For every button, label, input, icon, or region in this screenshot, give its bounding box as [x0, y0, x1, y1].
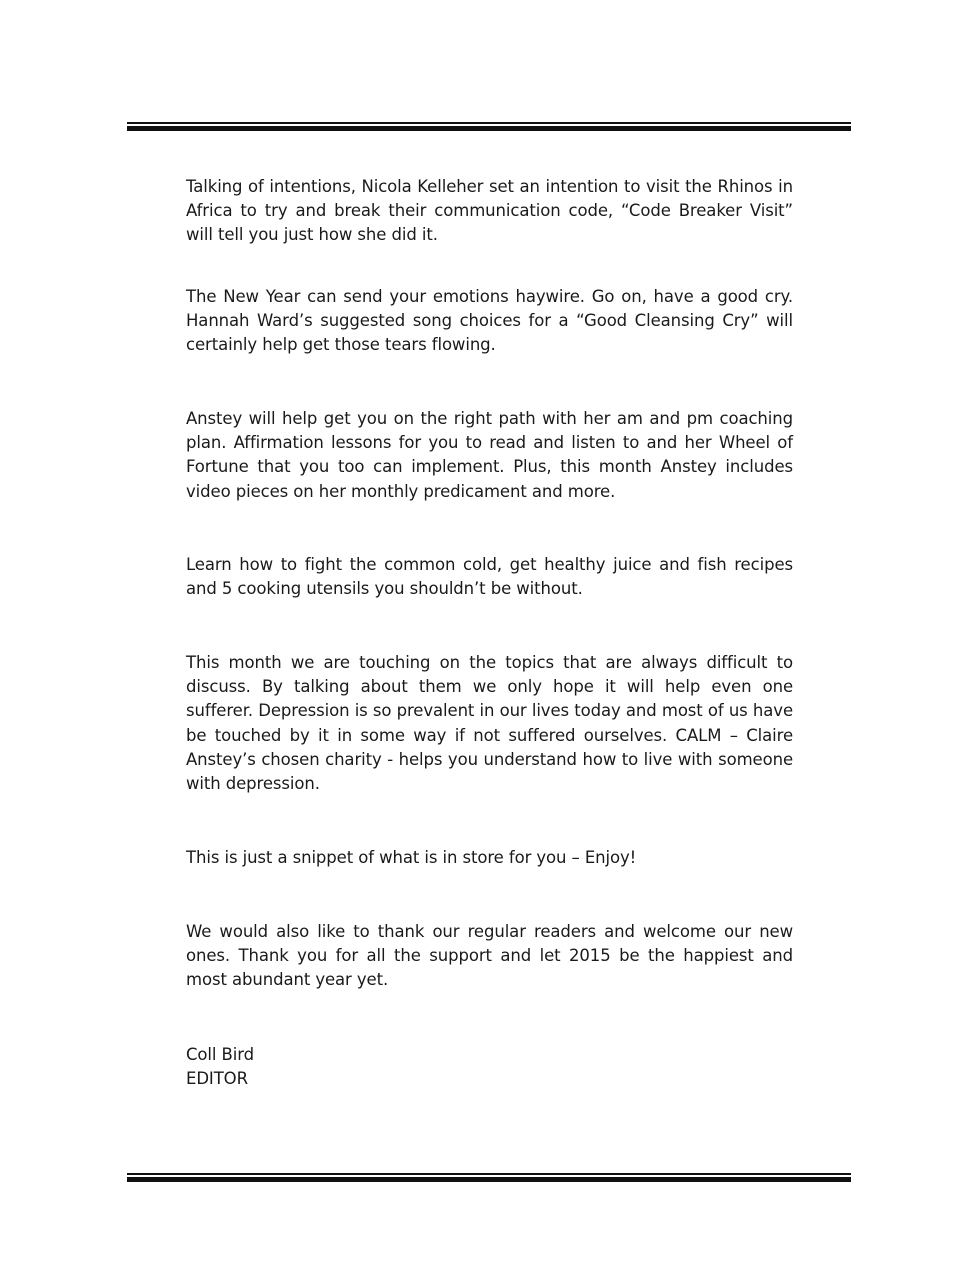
- signature-name: Coll Bird: [186, 1045, 255, 1064]
- paragraph-code-breaker: Talking of intentions, Nicola Kelleher set an intention to visit the Rhinos in Africa to try and break their communication code, “Code Breaker Visit” will tell you just how she did it.: [186, 177, 793, 245]
- paragraph-coaching-plan: Anstey will help get you on the right path with her am and pm coaching plan. Affirmation lessons for you to read and listen to and her Wheel of Fortune that you too can implement. Plus, this month Anstey includes video pieces on her monthly predicament and more.: [186, 409, 793, 501]
- paragraph-thanks: We would also like to thank our regular readers and welcome our new ones. Thank you for all the support and let 2015 be the happiest and most abundant year yet.: [186, 922, 793, 990]
- top-divider-thick-line: [127, 126, 851, 131]
- bottom-divider-thin-line: [127, 1173, 851, 1175]
- bottom-divider-thick-line: [127, 1177, 851, 1182]
- top-divider-thin-line: [127, 122, 851, 124]
- paragraph-snippet: This is just a snippet of what is in store for you – Enjoy!: [186, 848, 637, 867]
- top-divider: [127, 122, 851, 131]
- paragraph-cleansing-cry: The New Year can send your emotions haywire. Go on, have a good cry. Hannah Ward’s suggested song choices for a “Good Cleansing Cry” will certainly help get those tears flowing.: [186, 287, 793, 355]
- bottom-divider: [127, 1173, 851, 1182]
- signature-block: [186, 1043, 793, 1091]
- paragraph-depression: This month we are touching on the topics that are always difficult to discuss. By talking about them we only hope it will help even one sufferer. Depression is so prevalent in our lives today and most of us have be touched by it in some way if not suffered ourselves. CALM – Claire Anstey’s chosen charity - helps you understand how to live with someone with depression.: [186, 653, 793, 794]
- paragraph-health: Learn how to fight the common cold, get healthy juice and fish recipes and 5 cooking utensils you shouldn’t be without.: [186, 555, 793, 599]
- signature-title: EDITOR: [186, 1069, 248, 1089]
